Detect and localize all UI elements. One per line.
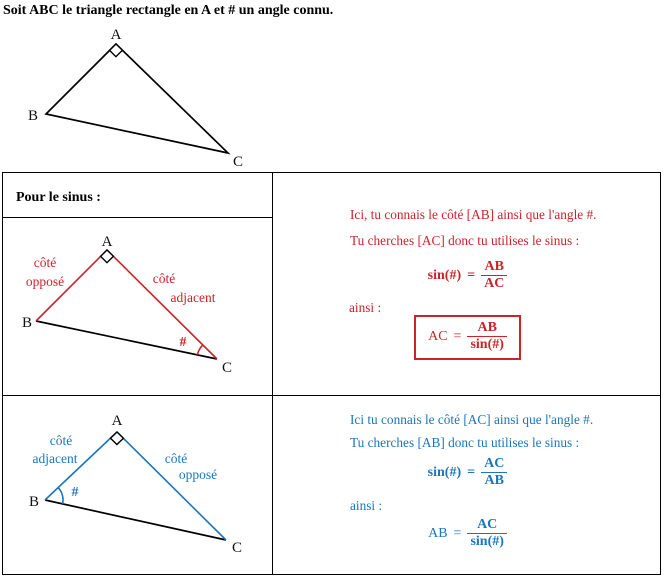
- side-ac-line: [117, 432, 226, 540]
- explanation-line1-row1: Ici, tu connais le côté [AB] ainsi que l'angle #.: [350, 207, 597, 222]
- equals-sign: =: [453, 525, 462, 541]
- triangle-outline: [46, 44, 228, 153]
- ainsi-label-row1: ainsi :: [349, 300, 382, 315]
- sine-triangle-known-ac: [2, 395, 272, 575]
- vertex-label-b: B: [28, 494, 40, 510]
- side-opposite-label-line1: côté: [164, 451, 188, 466]
- sine-formula-row1: [273, 259, 662, 292]
- angle-arc-b: [58, 488, 63, 504]
- result-formula-row1-wrap: [273, 315, 662, 360]
- fraction-denominator: AB: [481, 472, 506, 489]
- right-angle-marker: [111, 432, 124, 445]
- fraction-denominator: AC: [481, 275, 507, 292]
- fraction-numerator: AC: [484, 456, 505, 471]
- fraction: [467, 320, 506, 353]
- vertex-label-a: A: [110, 27, 122, 43]
- table-column-divider: [272, 172, 273, 575]
- side-bc-line: [36, 321, 217, 359]
- angle-symbol: #: [179, 335, 187, 350]
- fraction-denominator: sin(#): [467, 336, 506, 353]
- side-adjacent-label-line1: côté: [152, 271, 176, 286]
- vertex-label-a: A: [101, 234, 113, 250]
- side-adjacent-label-line2: adjacent: [32, 451, 78, 466]
- equals-sign: =: [453, 328, 462, 344]
- fraction-numerator: AB: [484, 259, 504, 274]
- vertex-label-c: C: [232, 154, 244, 170]
- formula-lhs: AB: [428, 525, 448, 541]
- formula-lhs: AC: [428, 328, 448, 344]
- right-angle-marker: [110, 44, 123, 57]
- sine-triangle-known-ab: [2, 216, 272, 394]
- angle-arc-c: [197, 345, 202, 355]
- equals-sign: =: [467, 464, 476, 480]
- side-adjacent-label-line1: côté: [49, 433, 73, 448]
- equals-sign: =: [467, 267, 476, 283]
- fraction-denominator: sin(#): [467, 533, 506, 550]
- side-bc-line: [45, 500, 226, 540]
- side-opposite-label-line2: opposé: [25, 274, 65, 289]
- side-opposite-label-line1: côté: [33, 255, 57, 270]
- result-formula-box: [414, 315, 521, 360]
- section-header-sinus: Pour le sinus :: [16, 190, 101, 205]
- result-formula-row2: [273, 517, 662, 550]
- vertex-label-c: C: [231, 540, 243, 556]
- right-angle-marker: [101, 250, 114, 263]
- formula-lhs: sin(#): [427, 267, 462, 283]
- sine-formula-row2: [273, 456, 662, 489]
- fraction: [481, 456, 507, 489]
- angle-symbol: #: [71, 485, 79, 500]
- vertex-label-c: C: [221, 360, 233, 376]
- side-opposite-label-line2: opposé: [178, 467, 218, 482]
- vertex-label-b: B: [27, 108, 39, 124]
- vertex-label-b: B: [21, 315, 33, 331]
- ainsi-label-row2: ainsi :: [350, 498, 383, 513]
- formula-lhs: sin(#): [427, 464, 462, 480]
- fraction: [481, 259, 507, 292]
- explanation-line2-row1: Tu cherches [AC] donc tu utilises le sinus :: [350, 233, 580, 248]
- fraction-numerator: AB: [477, 320, 497, 335]
- fraction: [467, 517, 506, 550]
- fraction-numerator: AC: [477, 517, 498, 532]
- explanation-line1-row2: Ici tu connais le côté [AC] ainsi que l'angle #.: [350, 412, 594, 427]
- page-title: Soit ABC le triangle rectangle en A et # un angle connu.: [3, 3, 334, 18]
- explanation-line2-row2: Tu cherches [AB] donc tu utilises le sinus :: [350, 435, 580, 450]
- side-adjacent-label-line2: adjacent: [170, 290, 216, 305]
- intro-triangle-diagram: [0, 25, 260, 175]
- vertex-label-a: A: [111, 413, 123, 429]
